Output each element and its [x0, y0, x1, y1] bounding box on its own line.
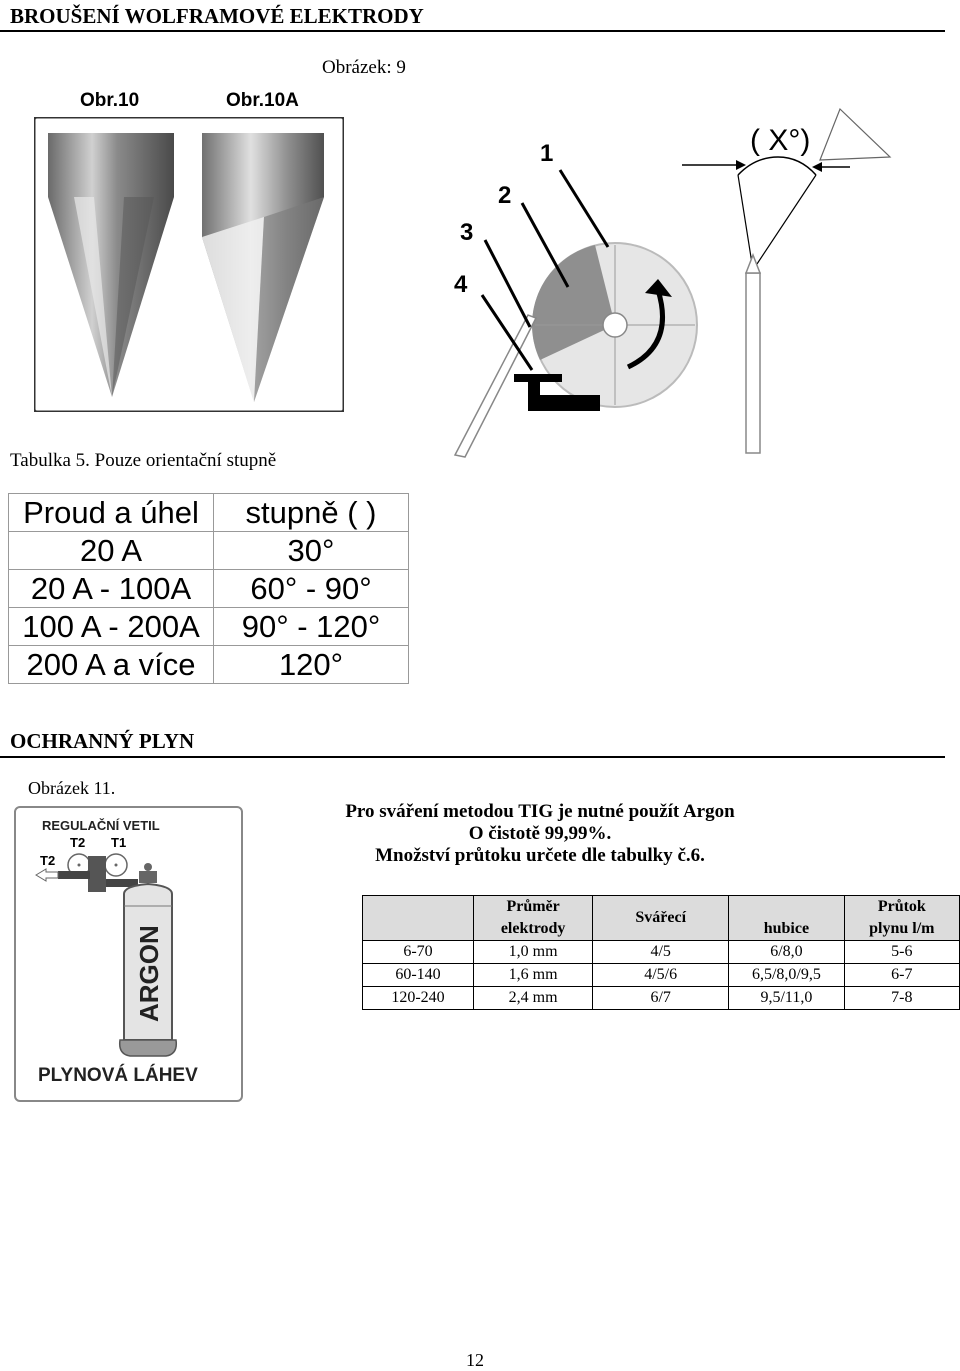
t2-top-label: T2	[70, 835, 86, 850]
table-cell: 4/5	[593, 941, 729, 964]
angle-label: ( X°)	[750, 124, 811, 157]
table-cell: 120-240	[363, 987, 474, 1010]
table-cell: 9,5/11,0	[729, 987, 844, 1010]
intro-text	[310, 801, 770, 867]
table-row	[9, 608, 409, 646]
table-cell: 20 A - 100A	[9, 570, 214, 608]
page-number: 12	[466, 1350, 484, 1370]
table-row	[363, 964, 960, 987]
electrode-photos	[34, 117, 344, 412]
intro-line-2: O čistotě 99,99%.	[468, 823, 612, 844]
bottle-figure	[14, 806, 243, 1102]
table-cell: 6/8,0	[729, 941, 844, 964]
t1-top-label: T1	[111, 835, 127, 850]
gas-table-header	[363, 896, 960, 941]
label-2: 2	[498, 182, 512, 209]
intro-line-3: Množství průtoku určete dle tabulky č.6.	[375, 845, 705, 866]
table-cell: 6/7	[593, 987, 729, 1010]
label-4: 4	[454, 271, 468, 298]
electrode-vertical	[746, 273, 760, 453]
table-row	[9, 646, 409, 684]
label-1: 1	[540, 140, 554, 167]
table-cell: 90° - 120°	[214, 608, 409, 646]
gas-header-cell: Průměr elektrody	[474, 896, 593, 941]
table-row	[363, 987, 960, 1010]
table-cell: 2,4 mm	[474, 987, 593, 1010]
angle-table	[8, 493, 409, 684]
table-cell: 1,0 mm	[474, 941, 593, 964]
table-cell: 100 A - 200A	[9, 608, 214, 646]
table-cell: 6-7	[844, 964, 959, 987]
table-row	[9, 570, 409, 608]
t2-side-label: T2	[40, 853, 56, 868]
section-rule	[0, 756, 945, 758]
angle-header-current: Proud a úhel	[9, 494, 214, 532]
table-cell: 1,6 mm	[474, 964, 593, 987]
gas-header-cell	[363, 896, 474, 941]
table-cell: 7-8	[844, 987, 959, 1010]
figure9-label: Obrázek: 9	[322, 57, 406, 78]
table-cell: 30°	[214, 532, 409, 570]
table-cell: 60-140	[363, 964, 474, 987]
table-cell: 200 A a více	[9, 646, 214, 684]
table-cell: 20 A	[9, 532, 214, 570]
table-row	[9, 532, 409, 570]
intro-line-1: Pro sváření metodou TIG je nutné použít Argon	[345, 801, 735, 822]
table-cell: 60° - 90°	[214, 570, 409, 608]
table-row	[363, 941, 960, 964]
figure11-label: Obrázek 11.	[28, 778, 116, 798]
regulator-body	[88, 856, 106, 892]
table-cell: 6,5/8,0/9,5	[729, 964, 844, 987]
regulator-drawing	[16, 808, 241, 1100]
angle-table-header	[9, 494, 409, 532]
electrode-on-wheel	[455, 315, 536, 457]
wheel-hub	[603, 313, 627, 337]
gas-header-cell: Průtok plynu l/m	[844, 896, 959, 941]
table5-caption: Tabulka 5. Pouze orientační stupně	[10, 450, 277, 471]
gas-header-cell: hubice	[729, 896, 844, 941]
argon-label: ARGON	[134, 925, 164, 1022]
gas-header-cell: Svářecí	[593, 896, 729, 941]
label-3: 3	[460, 219, 474, 246]
regulator-title: REGULAČNÍ VETIL	[42, 818, 160, 833]
bottle-label: PLYNOVÁ LÁHEV	[38, 1065, 198, 1086]
section-title-gas: OCHRANNÝ PLYN	[10, 729, 195, 753]
gas-flow-table	[362, 895, 960, 1010]
table-cell: 6-70	[363, 941, 474, 964]
table-cell: 4/5/6	[593, 964, 729, 987]
title-rule	[0, 30, 945, 32]
page-title: BROUŠENÍ WOLFRAMOVÉ ELEKTRODY	[10, 4, 424, 28]
table-cell: 120°	[214, 646, 409, 684]
photo-label-obr10a: Obr.10A	[226, 90, 299, 111]
angle-header-degrees: stupně ( )	[214, 494, 409, 532]
grinding-diagram	[440, 95, 920, 465]
table-cell: 5-6	[844, 941, 959, 964]
photo-label-obr10: Obr.10	[80, 90, 140, 111]
